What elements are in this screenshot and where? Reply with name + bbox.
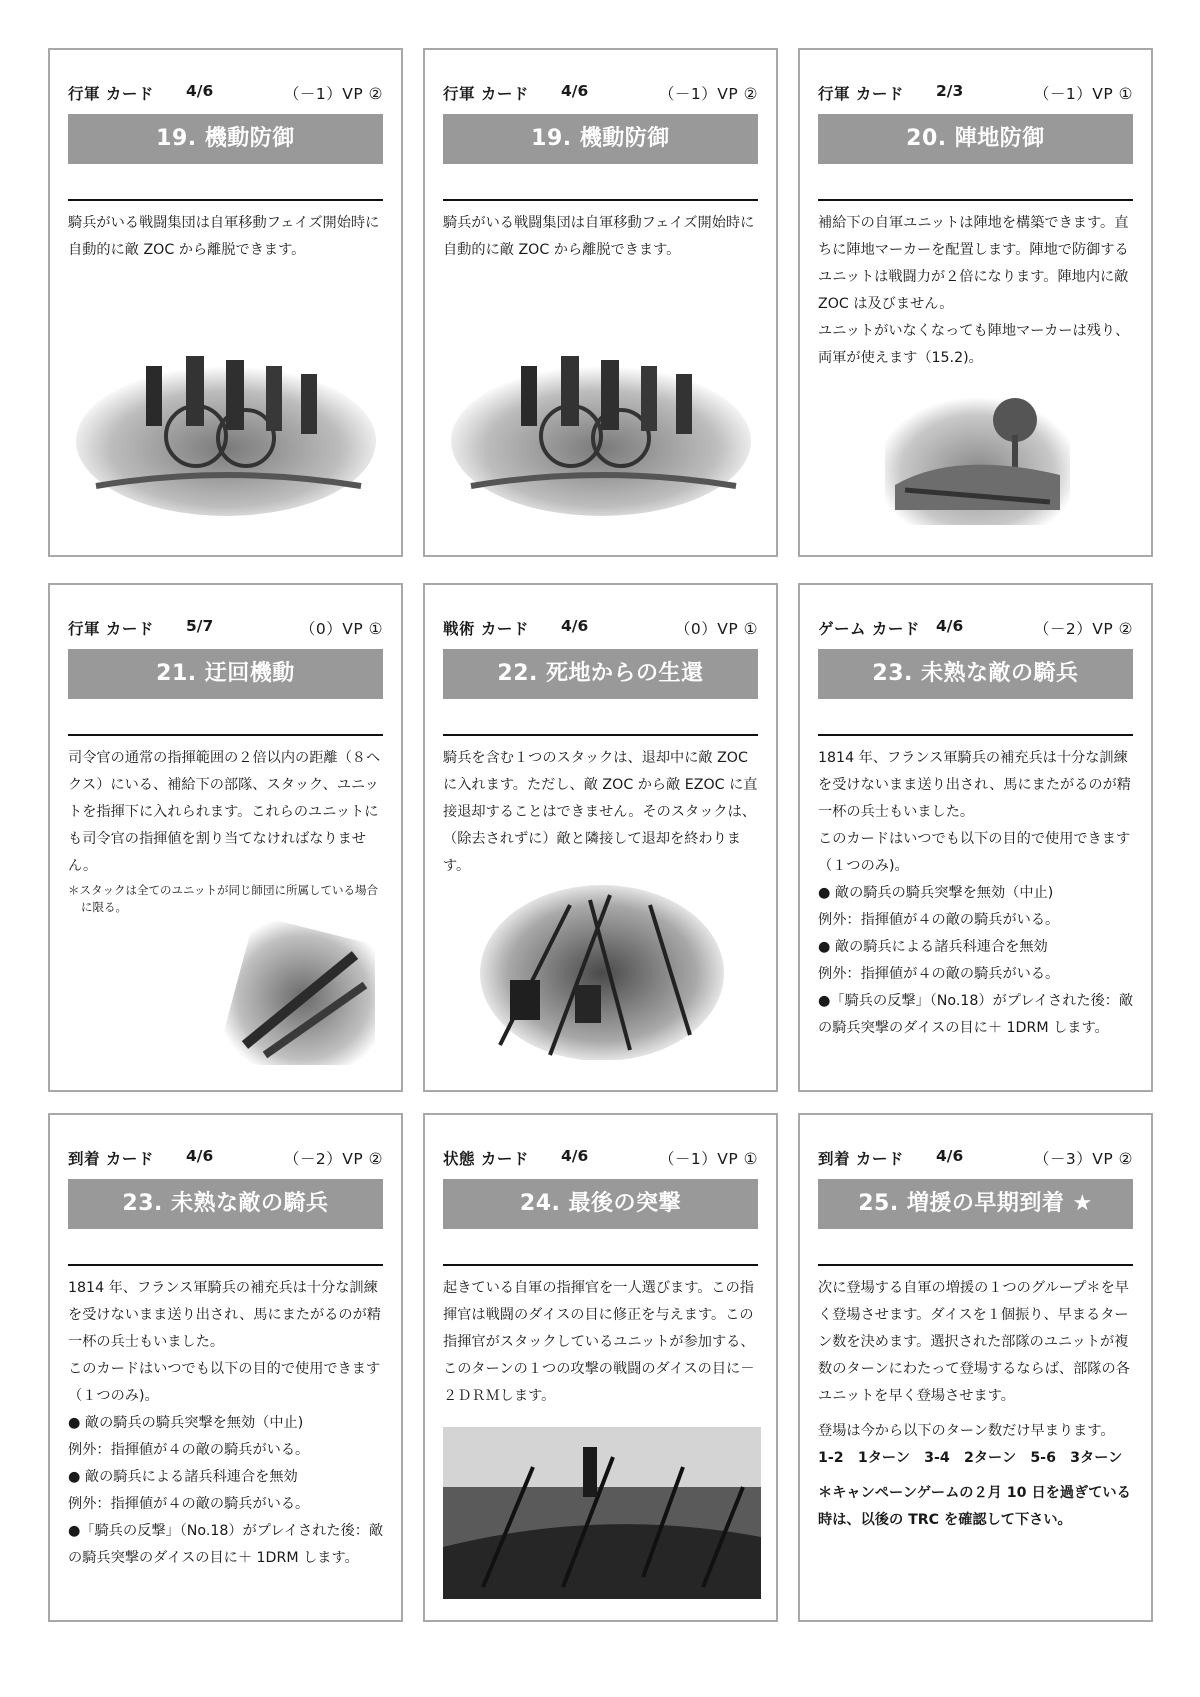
divider — [68, 1264, 383, 1266]
body-text: 1814 年、フランス軍騎兵の補充兵は十分な訓練を受けないまま送り出され、馬にまたがるのが精一杯の兵士もいました。 — [818, 750, 1131, 820]
body-text: 補給下の自軍ユニットは陣地を構築できます。直ちに陣地マーカーを配置します。陣地で防御するユニットは戦闘力が２倍になります。陣地内に敵 ZOC は及びません。 — [818, 215, 1129, 312]
card-vp: （－2）VP ② — [283, 1150, 383, 1168]
card-vp: （－3）VP ② — [1033, 1150, 1133, 1168]
divider — [68, 734, 383, 736]
card-23-b — [48, 1113, 403, 1622]
card-19-b — [423, 48, 778, 557]
card-type: 到着 カード — [68, 1150, 154, 1168]
card-title: 19. 機動防御 — [68, 114, 383, 164]
card-20 — [798, 48, 1153, 557]
card-header — [68, 1147, 383, 1169]
body-bullet: ●「騎兵の反撃」（No.18）がプレイされた後：敵の騎兵突撃のダイスの目に＋ 1DRM します。 — [68, 1523, 384, 1566]
divider — [68, 199, 383, 201]
card-body — [818, 745, 1137, 1042]
divider — [443, 1264, 758, 1266]
card-count: 4/6 — [186, 1147, 214, 1165]
card-count: 4/6 — [561, 617, 589, 635]
charge-illustration — [443, 1427, 761, 1599]
body-text: 司令官の通常の指揮範囲の２倍以内の距離（８ヘクス）にいる、補給下の部隊、スタック、ユニットを指揮下に入れられます。これらのユニットにも司令官の指揮値を割り当てなければなりません。 — [68, 750, 381, 874]
card-23-a — [798, 583, 1153, 1092]
card-title: 19. 機動防御 — [443, 114, 758, 164]
divider — [818, 1264, 1133, 1266]
body-text: 次に登場する自軍の増援の１つのグループ＊を早く登場させます。ダイスを１個振り、早まるターン数を決めます。選択された部隊のユニットが複数のターンにわたって登場するならば、部隊の各ユニットを早く登場させます。 — [818, 1280, 1130, 1404]
card-type: 行軍 カード — [68, 620, 154, 638]
card-24 — [423, 1113, 778, 1622]
card-vp: （－2）VP ② — [1033, 620, 1133, 638]
card-title: 20. 陣地防御 — [818, 114, 1133, 164]
body-text: ユニットがいなくなっても陣地マーカーは残り、両軍が使えます（15.2)。 — [818, 323, 1130, 366]
card-21 — [48, 583, 403, 1092]
card-vp: （－1）VP ② — [283, 85, 383, 103]
body-text: このカードはいつでも以下の目的で使用できます（１つのみ)。 — [818, 831, 1131, 874]
body-text: 騎兵がいる戦闘集団は自軍移動フェイズ開始時に自動的に敵 ZOC から離脱できます。 — [68, 215, 380, 258]
card-vp: （－1）VP ① — [658, 1150, 758, 1168]
body-text: 例外：指揮値が４の敵の騎兵がいる。 — [818, 912, 1060, 928]
card-22 — [423, 583, 778, 1092]
footnote: ＊キャンペーンゲームの２月 10 日を過ぎている時は、以後の TRC を確認して下さい。 — [818, 1485, 1131, 1528]
body-text: 登場は今から以下のターン数だけ早まります。 — [818, 1423, 1115, 1439]
card-type: ゲーム カード — [818, 620, 920, 638]
body-bullet: ●「騎兵の反撃」（No.18）がプレイされた後：敵の騎兵突撃のダイスの目に＋ 1DRM します。 — [818, 993, 1134, 1036]
card-body — [818, 1275, 1137, 1534]
card-title: 23. 未熟な敵の騎兵 — [818, 649, 1133, 699]
card-body — [68, 1275, 387, 1572]
card-vp: （－1）VP ① — [1033, 85, 1133, 103]
card-type: 行軍 カード — [818, 85, 904, 103]
card-header — [443, 617, 758, 639]
card-type: 状態 カード — [443, 1150, 529, 1168]
card-vp: （－1）VP ② — [658, 85, 758, 103]
divider — [818, 734, 1133, 736]
card-body — [818, 210, 1137, 372]
card-header — [443, 1147, 758, 1169]
card-header — [68, 82, 383, 104]
card-header — [818, 82, 1133, 104]
card-type: 到着 カード — [818, 1150, 904, 1168]
card-body — [68, 210, 387, 264]
card-vp: （0）VP ① — [674, 620, 758, 638]
card-19-a — [48, 48, 403, 557]
card-count: 5/7 — [186, 617, 214, 635]
card-body — [68, 745, 387, 916]
melee-illustration — [480, 885, 725, 1060]
card-type: 戦術 カード — [443, 620, 529, 638]
body-bullet: ● 敵の騎兵の騎兵突撃を無効（中止) — [68, 1415, 304, 1431]
body-text: 例外：指揮値が４の敵の騎兵がいる。 — [68, 1496, 310, 1512]
divider — [443, 199, 758, 201]
card-count: 4/6 — [936, 1147, 964, 1165]
body-text: 1814 年、フランス軍騎兵の補充兵は十分な訓練を受けないまま送り出され、馬にまたがるのが精一杯の兵士もいました。 — [68, 1280, 381, 1350]
card-title: 21. 迂回機動 — [68, 649, 383, 699]
card-count: 2/3 — [936, 82, 964, 100]
card-body — [443, 1275, 762, 1410]
card-header — [818, 1147, 1133, 1169]
card-count: 4/6 — [561, 82, 589, 100]
body-text: 騎兵を含む１つのスタックは、退却中に敵 ZOC に入れます。ただし、敵 ZOC から敵 EZOC に直接退却することはできません。そのスタックは、（除去されずに）敵と隣接して退却を終わります。 — [443, 750, 758, 874]
body-bullet: ● 敵の騎兵の騎兵突撃を無効（中止) — [818, 885, 1054, 901]
card-title: 22. 死地からの生還 — [443, 649, 758, 699]
body-bullet: ● 敵の騎兵による諸兵科連合を無効 — [818, 939, 1048, 955]
card-title: 23. 未熟な敵の騎兵 — [68, 1179, 383, 1229]
body-text: 例外：指揮値が４の敵の騎兵がいる。 — [818, 966, 1060, 982]
card-count: 4/6 — [936, 617, 964, 635]
footnote: ＊スタックは全てのユニットが同じ師団に所属している場合に限る。 — [68, 883, 379, 914]
card-count: 4/6 — [186, 82, 214, 100]
card-title: 25. 増援の早期到着 ★ — [818, 1179, 1133, 1229]
card-count: 4/6 — [561, 1147, 589, 1165]
card-header — [68, 617, 383, 639]
card-type: 行軍 カード — [443, 85, 529, 103]
divider — [818, 199, 1133, 201]
card-type: 行軍 カード — [68, 85, 154, 103]
body-bullet: ● 敵の騎兵による諸兵科連合を無効 — [68, 1469, 298, 1485]
infantry-column-illustration — [215, 915, 375, 1065]
body-text: 例外：指揮値が４の敵の騎兵がいる。 — [68, 1442, 310, 1458]
card-header — [818, 617, 1133, 639]
body-text: 騎兵がいる戦闘集団は自軍移動フェイズ開始時に自動的に敵 ZOC から離脱できます。 — [443, 215, 755, 258]
card-25 — [798, 1113, 1153, 1622]
artillery-crew-illustration — [451, 346, 751, 516]
card-vp: （0）VP ① — [299, 620, 383, 638]
card-header — [443, 82, 758, 104]
card-body — [443, 745, 762, 880]
fieldworks-illustration — [885, 390, 1070, 525]
artillery-crew-illustration — [76, 346, 376, 516]
divider — [443, 734, 758, 736]
card-title: 24. 最後の突撃 — [443, 1179, 758, 1229]
turn-table: 1-2 1ターン 3-4 2ターン 5-6 3ターン — [818, 1450, 1123, 1466]
body-text: 起きている自軍の指揮官を一人選びます。この指揮官は戦闘のダイスの目に修正を与えます。この指揮官がスタックしているユニットが参加する、このターンの１つの攻撃の戦闘のダイスの目に－２ＤＲＭします。 — [443, 1280, 755, 1404]
card-body — [443, 210, 762, 264]
body-text: このカードはいつでも以下の目的で使用できます（１つのみ)。 — [68, 1361, 381, 1404]
